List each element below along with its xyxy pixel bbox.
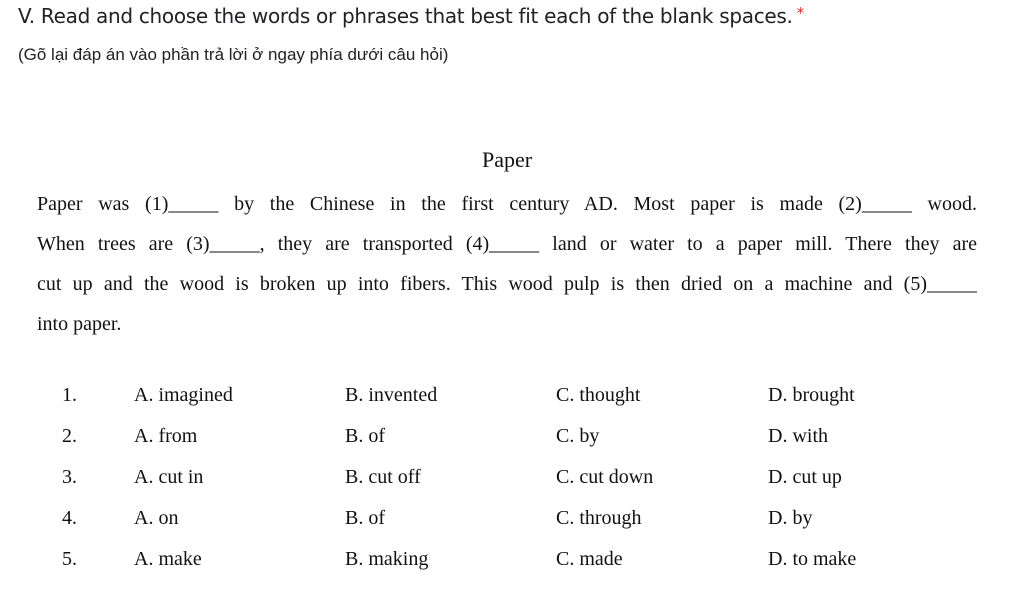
option-b: B. invented <box>345 384 438 406</box>
option-d: D. brought <box>768 384 855 406</box>
option-d: D. with <box>768 425 828 447</box>
option-d: D. cut up <box>768 466 842 488</box>
option-row-3 <box>62 457 962 498</box>
required-mark: * <box>796 4 804 22</box>
option-d: D. to make <box>768 548 857 570</box>
passage-line: into paper. <box>37 313 122 335</box>
option-a: A. imagined <box>134 384 233 406</box>
option-c: C. made <box>556 548 623 570</box>
option-number: 1. <box>62 384 77 406</box>
passage-line: Paper was (1)_____ by the Chinese in the first century AD. Most paper is made (2)_____ wood. <box>37 193 977 215</box>
question-title <box>18 4 804 28</box>
option-b: B. cut off <box>345 466 421 488</box>
option-number: 4. <box>62 507 77 529</box>
option-a: A. make <box>134 548 202 570</box>
option-c: C. through <box>556 507 642 529</box>
passage-line: When trees are (3)_____, they are transported (4)_____ land or water to a paper mill. There they are <box>37 233 977 255</box>
passage-title: Paper <box>481 147 533 172</box>
option-d: D. by <box>768 507 813 529</box>
question-subtitle: (Gõ lại đáp án vào phần trả lời ở ngay phía dưới câu hỏi) <box>18 45 449 64</box>
option-number: 3. <box>62 466 77 488</box>
passage-body <box>37 184 977 344</box>
question-image-passage <box>37 140 977 344</box>
option-c: C. cut down <box>556 466 654 488</box>
answer-options-table <box>62 375 962 580</box>
option-c: C. by <box>556 425 600 447</box>
option-a: A. from <box>134 425 198 447</box>
option-row-2 <box>62 416 962 457</box>
option-number: 5. <box>62 548 77 570</box>
option-row-5 <box>62 539 962 580</box>
option-row-1 <box>62 375 962 416</box>
option-a: A. cut in <box>134 466 204 488</box>
option-a: A. on <box>134 507 179 529</box>
option-b: B. making <box>345 548 429 570</box>
option-b: B. of <box>345 507 385 529</box>
option-number: 2. <box>62 425 77 447</box>
option-row-4 <box>62 498 962 539</box>
option-c: C. thought <box>556 384 641 406</box>
passage-line: cut up and the wood is broken up into fibers. This wood pulp is then dried on a machine and (5)_____ <box>37 273 977 295</box>
option-b: B. of <box>345 425 385 447</box>
question-title-text: V. Read and choose the words or phrases that best fit each of the blank spaces. <box>18 4 793 28</box>
